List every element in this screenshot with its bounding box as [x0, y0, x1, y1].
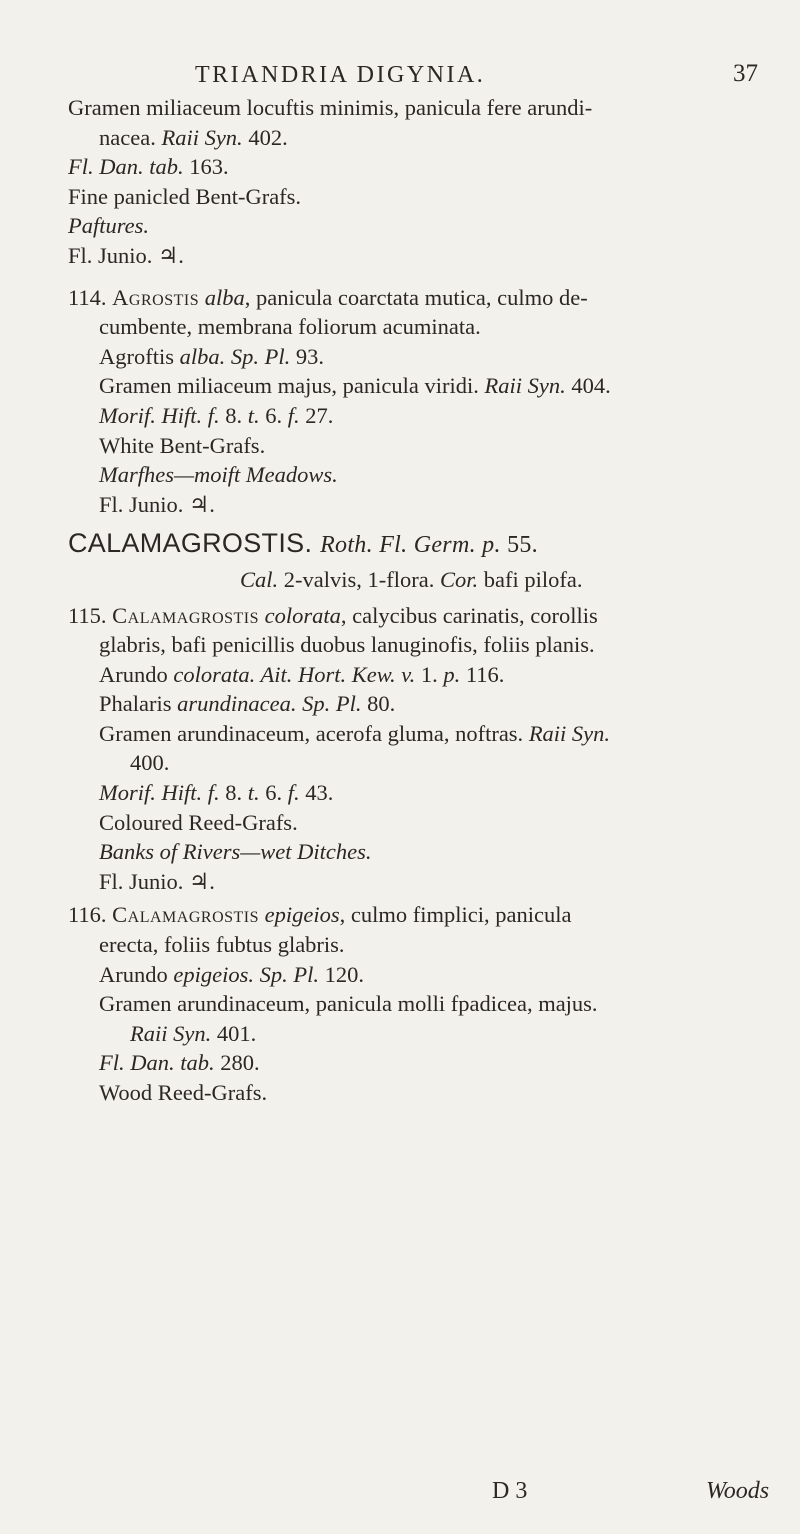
synonym-line: Gramen arundinaceum, acerofa gluma, noftras. Raii Syn.: [99, 720, 611, 746]
genus-name: Calamagrostis: [112, 902, 260, 928]
synonym-line: Arundo colorata. Ait. Hort. Kew. v. 1. p. 116.: [99, 661, 505, 687]
common-name: Fine panicled Bent-Grafs.: [68, 183, 302, 209]
synonym-line: Raii Syn. 401.: [130, 1020, 257, 1046]
entry-114: [68, 283, 780, 520]
genus-name: Calamagrostis: [112, 602, 260, 628]
synonym-line: Gramen arundinaceum, panicula molli fpadicea, majus.: [99, 991, 598, 1017]
synonym-line: Gramen miliaceum locuftis minimis, panicula fere arundi-: [68, 95, 593, 120]
page-body: [68, 93, 780, 1108]
entry-115: [68, 601, 780, 897]
synonym-line: 400.: [130, 750, 170, 776]
signature-mark: D 3: [492, 1478, 528, 1504]
synonym-line: Morif. Hift. f. 8. t. 6. f. 27.: [99, 402, 334, 428]
genus-title: CALAMAGROSTIS.: [68, 528, 313, 559]
synonym-line: Fl. Dan. tab. 163.: [68, 154, 229, 180]
synonym-line: nacea. Raii Syn. 402.: [99, 124, 288, 150]
page-number: 37: [733, 60, 758, 87]
common-name: Wood Reed-Grafs.: [99, 1080, 268, 1105]
habitat: Banks of Rivers—wet Ditches.: [99, 839, 372, 865]
genus-heading: CALAMAGROSTIS. Roth. Fl. Germ. p. 55.: [68, 528, 538, 559]
entry-previous: [68, 93, 780, 271]
common-name: White Bent-Grafs.: [99, 432, 266, 458]
synonym-line: Phalaris arundinacea. Sp. Pl. 80.: [99, 691, 396, 717]
catchword: Woods: [706, 1478, 770, 1504]
entry-number: 116.: [68, 902, 107, 928]
genus-section: [68, 529, 780, 594]
running-head: TRIANDRIA DIGYNIA.: [195, 62, 486, 88]
species-name: colorata: [264, 602, 341, 628]
synonym-line: Fl. Dan. tab. 280.: [99, 1050, 260, 1076]
entry-heading: 116. Calamagrostis epigeios, culmo fimplici, panicula: [68, 902, 572, 928]
flowering-time: Fl. Junio. ♃.: [99, 868, 215, 894]
entry-number: 115.: [68, 602, 107, 628]
diagnosis-line: glabris, bafi penicillis duobus lanuginofis, foliis planis.: [99, 632, 595, 658]
genus-name: Agrostis: [112, 284, 200, 310]
common-name: Coloured Reed-Grafs.: [99, 809, 298, 835]
diagnosis-line: cumbente, membrana foliorum acuminata.: [99, 314, 481, 340]
species-name: epigeios: [264, 902, 340, 928]
synonym-line: Agroftis alba. Sp. Pl. 93.: [99, 343, 324, 369]
entry-heading: 115. Calamagrostis colorata, calycibus carinatis, corollis: [68, 602, 598, 628]
flowering-time: Fl. Junio. ♃.: [99, 491, 215, 517]
entry-heading: 114. Agrostis alba, panicula coarctata mutica, culmo de-: [68, 284, 588, 310]
habitat: Marfhes—moift Meadows.: [99, 462, 338, 488]
synonym-line: Arundo epigeios. Sp. Pl. 120.: [99, 961, 364, 987]
diagnosis-line: erecta, foliis fubtus glabris.: [99, 932, 345, 958]
entry-116: [68, 900, 780, 1107]
habitat: Paftures.: [68, 213, 150, 239]
flowering-time: Fl. Junio. ♃.: [68, 242, 184, 268]
synonym-line: Gramen miliaceum majus, panicula viridi. Raii Syn. 404.: [99, 373, 611, 399]
entry-number: 114.: [68, 284, 107, 310]
species-name: alba: [204, 284, 245, 310]
synonym-line: Morif. Hift. f. 8. t. 6. f. 43.: [99, 780, 334, 806]
genus-character: Cal. 2-valvis, 1-flora. Cor. bafi pilofa.: [240, 566, 583, 592]
